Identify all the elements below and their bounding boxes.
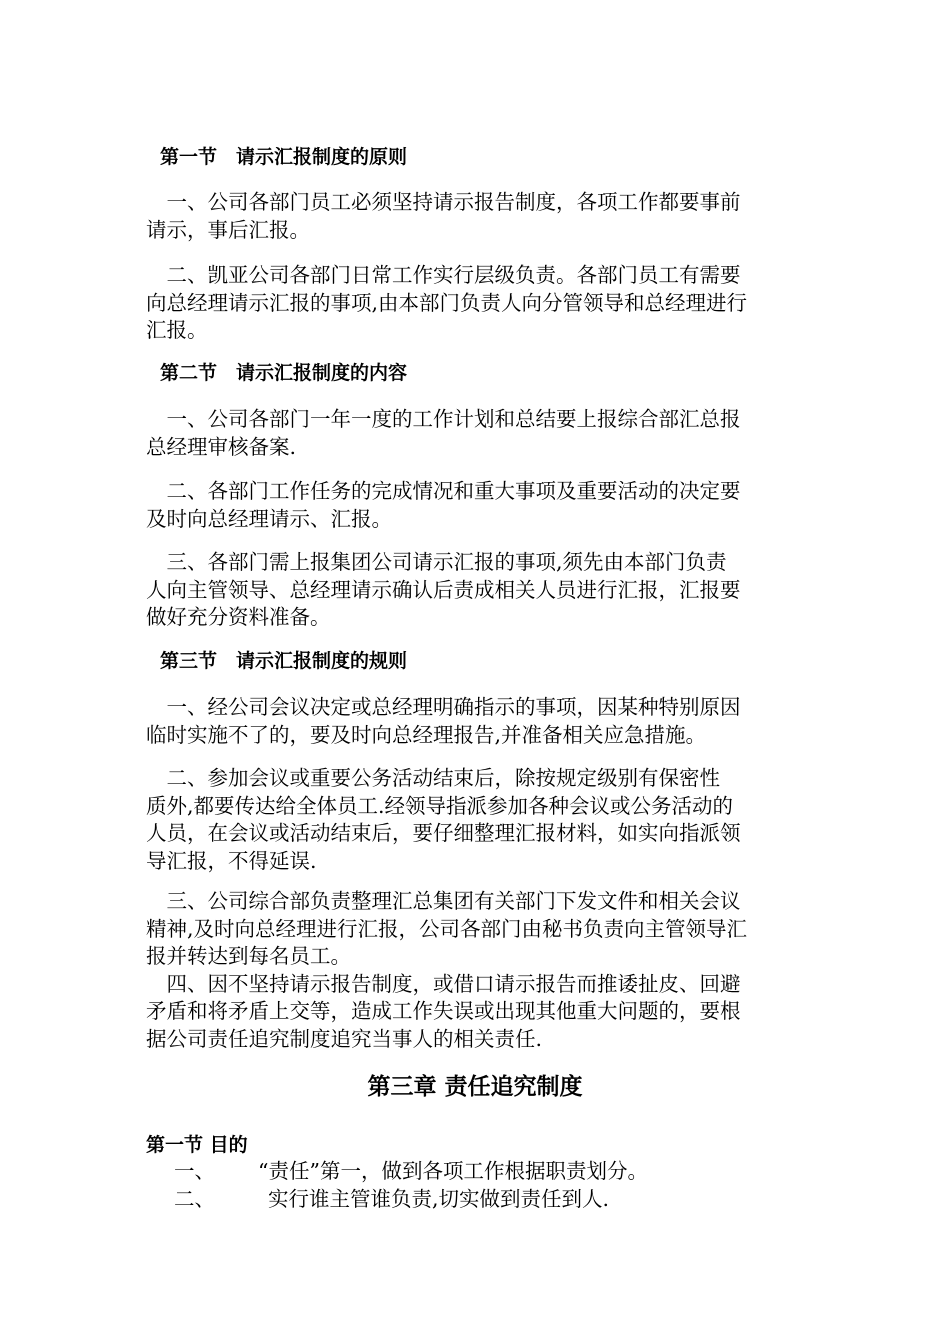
text-line: 人员，在会议或活动结束后，要仔细整理汇报材料，如实向指派领 (146, 821, 741, 845)
list-item-number: 二、 (174, 1187, 215, 1211)
text-line: 一、公司各部门员工必须坚持请示报告制度，各项工作都要事前 (146, 190, 741, 214)
text-line: 三、各部门需上报集团公司请示汇报的事项,须先由本部门负责 (146, 550, 727, 574)
section-heading-1: 第一节 请示汇报制度的原则 (160, 146, 408, 168)
text-line: 二、参加会议或重要公务活动结束后，除按规定级别有保密性 (146, 766, 720, 790)
text-line: 总经理审核备案. (146, 434, 297, 459)
text-line: 三、公司综合部负责整理汇总集团有关部门下发文件和相关会议 (146, 889, 741, 913)
chapter-title: 第三章 责任追究制度 (367, 1074, 583, 1100)
text-line: 二、凯亚公司各部门日常工作实行层级负责。各部门员工有需要 (146, 263, 741, 287)
section-heading-2: 第二节 请示汇报制度的内容 (160, 362, 408, 384)
list-item (0, 1158, 950, 1186)
text-line: 人向主管领导、总经理请示确认后责成相关人员进行汇报，汇报要 (146, 577, 741, 602)
text-line: 做好充分资料准备。 (146, 605, 331, 629)
text-line: 四、因不坚持请示报告制度，或借口请示报告而推诿扯皮、回避 (146, 971, 741, 996)
section-heading-3: 第三节 请示汇报制度的规则 (160, 650, 408, 672)
text-line: 向总经理请示汇报的事项,由本部门负责人向分管领导和总经理进行 (146, 290, 748, 315)
text-line: 一、公司各部门一年一度的工作计划和总结要上报综合部汇总报 (146, 407, 741, 431)
list-item-number: 一、 (174, 1159, 215, 1183)
text-line: 临时实施不了的，要及时向总经理报告,并准备相关应急措施。 (146, 722, 707, 747)
text-line: 二、各部门工作任务的完成情况和重大事项及重要活动的决定要 (146, 479, 741, 503)
text-line: 请示，事后汇报。 (146, 217, 310, 242)
list-item-text: 实行谁主管谁负责,切实做到责任到人. (268, 1187, 610, 1211)
paragraph-3-3 (146, 888, 816, 1053)
text-line: 一、经公司会议决定或总经理明确指示的事项，因某种特别原因 (146, 695, 741, 719)
paragraph-1-1 (146, 189, 816, 244)
list-item (0, 1186, 950, 1214)
paragraph-3-1 (146, 694, 816, 749)
text-line: 据公司责任追究制度追究当事人的相关责任. (146, 1026, 543, 1051)
text-line: 矛盾和将矛盾上交等，造成工作失误或出现其他重大问题的，要根 (146, 999, 741, 1023)
text-line: 导汇报，不得延误. (146, 848, 317, 873)
subsection-heading: 第一节 目的 (146, 1134, 248, 1156)
text-line: 及时向总经理请示、汇报。 (146, 506, 392, 531)
paragraph-3-2 (146, 765, 816, 875)
text-line: 质外,都要传达给全体员工.经领导指派参加各种会议或公务活动的 (146, 793, 734, 818)
paragraph-2-1 (146, 406, 816, 461)
paragraph-2-2 (146, 478, 816, 533)
text-line: 汇报。 (146, 318, 208, 342)
text-line: 报并转达到每名员工。 (146, 944, 351, 968)
list-item-text: “责任”第一，做到各项工作根据职责划分。 (258, 1159, 648, 1183)
text-line: 精神,及时向总经理进行汇报，公司各部门由秘书负责向主管领导汇 (146, 916, 748, 941)
paragraph-2-3 (146, 549, 816, 632)
paragraph-1-2 (146, 262, 816, 345)
